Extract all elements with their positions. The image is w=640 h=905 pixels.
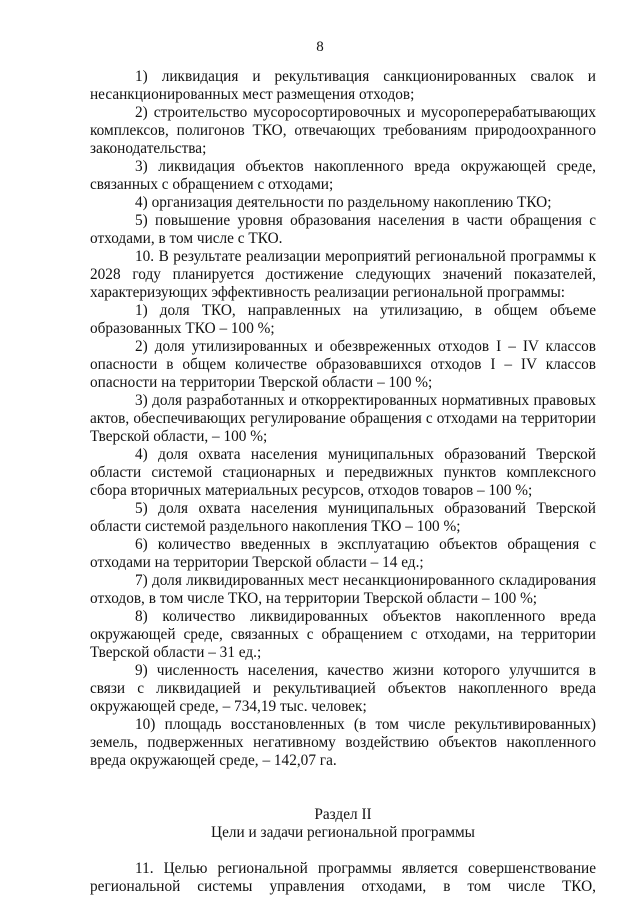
indicator-item-4: 4) доля охвата населения муниципальных образований Тверской области системой стационарных и передвижных пунктов комплексного сбора вторичных материальных ресурсов, отходов товаров – 100 %; bbox=[90, 446, 596, 499]
spacer bbox=[90, 770, 596, 806]
indicator-item-9: 9) численность населения, качество жизни которого улучшится в связи с ликвидацией и рекультивацией объектов накопленного вреда окружающей среде, – 734,19 тыс. человек; bbox=[90, 662, 596, 715]
indicator-item-8: 8) количество ликвидированных объектов накопленного вреда окружающей среде, связанных с обращением с отходами, на территории Тверской области – 31 ед.; bbox=[90, 608, 596, 661]
indicator-item-6: 6) количество введенных в эксплуатацию объектов обращения с отходами на территории Тверской области – 14 ед.; bbox=[90, 536, 596, 571]
indicator-item-7: 7) доля ликвидированных мест несанкционированного складирования отходов, в том числе ТКО, на территории Тверской области – 100 %; bbox=[90, 572, 596, 607]
paragraph-item-2: 2) строительство мусоросортировочных и мусороперерабатывающих комплексов, полигонов ТКО, отвечающих требованиям природоохранного законодательства; bbox=[90, 104, 596, 157]
indicator-item-5: 5) доля охвата населения муниципальных образований Тверской области системой раздельного накопления ТКО – 100 %; bbox=[90, 500, 596, 535]
paragraph-clause-11: 11. Целью региональной программы является совершенствование региональной системы управления отходами, в том числе ТКО, bbox=[90, 860, 596, 895]
section-subtitle: Цели и задачи региональной программы bbox=[211, 824, 475, 841]
spacer bbox=[90, 842, 596, 860]
paragraph-item-3: 3) ликвидация объектов накопленного вреда окружающей среде, связанных с обращением с отходами; bbox=[90, 158, 596, 193]
paragraph-item-4: 4) организация деятельности по раздельному накоплению ТКО; bbox=[135, 194, 552, 211]
indicator-item-1: 1) доля ТКО, направленных на утилизацию, в общем объеме образованных ТКО – 100 %; bbox=[90, 302, 596, 337]
paragraph-clause-10: 10. В результате реализации мероприятий региональной программы к 2028 году планируется достижение следующих значений показателей, характеризующих эффективность реализации региональной программы: bbox=[90, 248, 596, 301]
indicator-item-2: 2) доля утилизированных и обезвреженных отходов I – IV классов опасности в общем количестве образовавшихся отходов I – IV классов опасности на территории Тверской области – 100 %; bbox=[90, 338, 596, 391]
paragraph-item-5: 5) повышение уровня образования населения в части обращения с отходами, в том числе с ТКО. bbox=[90, 212, 596, 247]
page-number: 8 bbox=[316, 39, 324, 55]
indicator-item-3: 3) доля разработанных и откорректированных нормативных правовых актов, обеспечивающих регулирование обращения с отходами на территории Тверской области, – 100 %; bbox=[90, 392, 596, 445]
document-body bbox=[90, 68, 596, 896]
indicator-item-10: 10) площадь восстановленных (в том числе рекультивированных) земель, подверженных негативному воздействию объектов накопленного вреда окружающей среде, – 142,07 га. bbox=[90, 716, 596, 769]
section-title: Раздел II bbox=[314, 806, 372, 823]
paragraph-item-1: 1) ликвидация и рекультивация санкционированных свалок и несанкционированных мест размещения отходов; bbox=[90, 68, 596, 103]
